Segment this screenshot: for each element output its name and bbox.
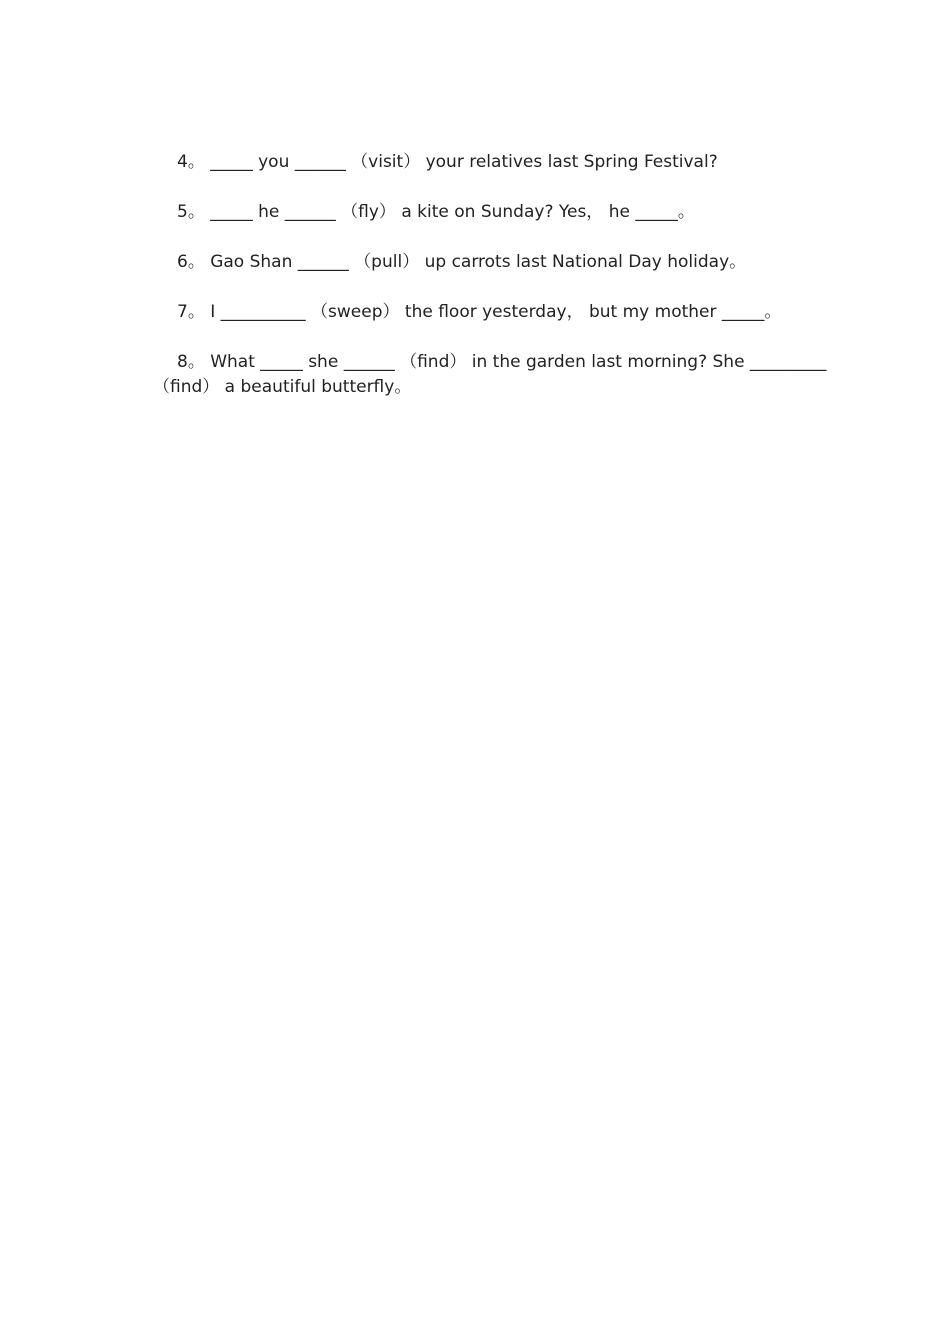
question-8: 8。 What _____ she ______ （find） in the garden last morning? She _________ （find） a beautiful butterfly。 [153,352,827,397]
question-5: 5。 _____ he ______ （fly） a kite on Sunday? Yes， he _____。 [177,202,695,222]
question-4: 4。 _____ you ______ （visit） your relatives last Spring Festival? [177,152,718,172]
question-7: 7。 I __________ （sweep） the floor yesterday， but my mother _____。 [177,302,782,322]
question-6: 6。 Gao Shan ______ （pull） up carrots last National Day holiday。 [177,252,747,272]
question-list [153,150,833,425]
